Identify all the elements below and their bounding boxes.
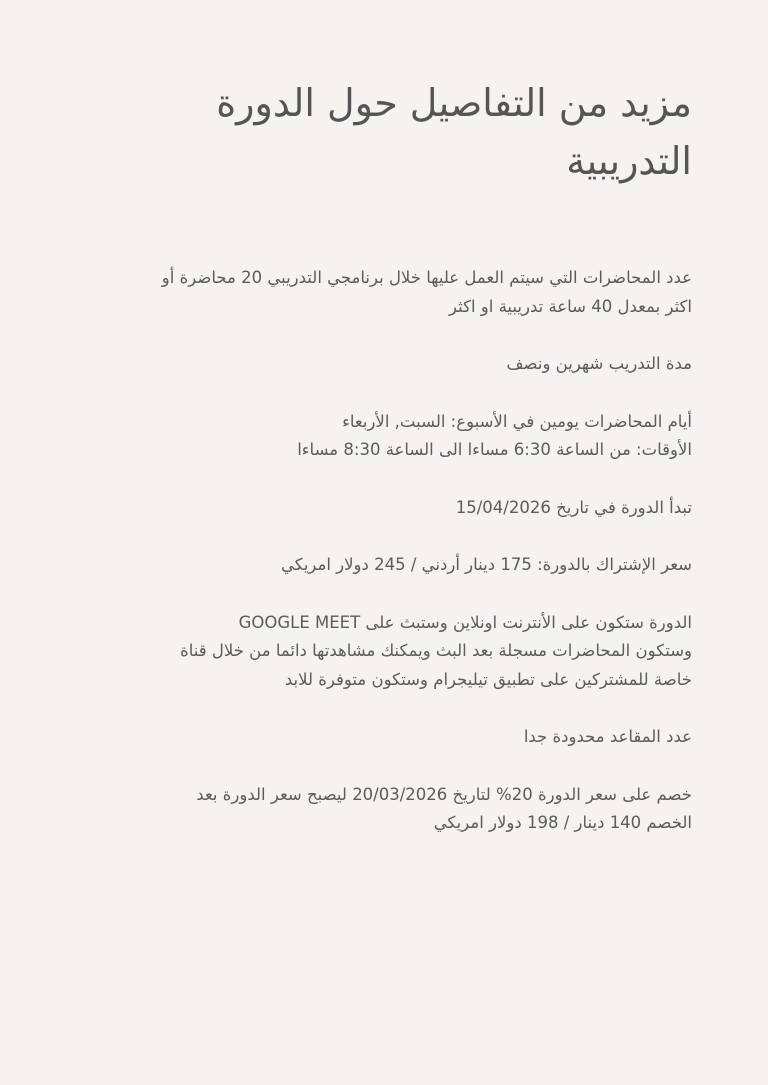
price-paragraph: [84, 551, 692, 580]
platform-name: GOOGLE MEET: [238, 612, 361, 632]
schedule-days-line: أيام المحاضرات يومين في الأسبوع: السبت, الأربعاء: [342, 411, 692, 431]
page-title: مزيد من التفاصيل حول الدورة التدريبية: [216, 81, 692, 183]
online-line-2: وستكون المحاضرات مسجلة بعد البث ويمكنك مشاهدتها دائما من خلال قناة: [180, 641, 692, 660]
online-paragraph: [84, 609, 692, 695]
lectures-line-1: عدد المحاضرات التي سيتم العمل عليها خلال برنامجي التدريبي 20 محاضرة أو: [161, 268, 692, 287]
duration-paragraph: [84, 350, 692, 379]
document-content: [84, 74, 692, 867]
discount-paragraph: [84, 781, 692, 838]
start-date-value: 15/04/2026: [455, 497, 551, 517]
start-date-text: تبدأ الدورة في تاريخ: [556, 497, 692, 517]
price-line: سعر الإشتراك بالدورة: 175 دينار أردني / 245 دولار امريكي: [280, 555, 692, 574]
schedule-times-line: الأوقات: من الساعة 6:30 مساءا الى الساعة 8:30 مساءا: [297, 440, 692, 459]
seats-paragraph: [84, 723, 692, 752]
duration-line: مدة التدريب شهرين ونصف: [506, 354, 692, 373]
schedule-paragraph: [84, 408, 692, 465]
online-line-1-text: الدورة ستكون على الأنترنت اونلاين وستبث على: [365, 612, 692, 632]
discount-line-1: خصم على سعر الدورة 20% لتاريخ 20/03/2026 ليصبح سعر الدورة بعد: [196, 784, 692, 804]
online-line-3: خاصة للمشتركين على تطبيق تيليجرام وستكون متوفرة للابد: [284, 669, 692, 689]
start-date-line: [84, 494, 692, 523]
lectures-line-2: اكثر بمعدل 40 ساعة تدريبية او اكثر: [449, 296, 692, 316]
lectures-paragraph: [84, 264, 692, 321]
seats-line: عدد المقاعد محدودة جدا: [523, 727, 692, 746]
online-line-1: [84, 609, 692, 638]
discount-line-2: الخصم 140 دينار / 198 دولار امريكي: [433, 813, 692, 832]
start-date-paragraph: [84, 494, 692, 523]
